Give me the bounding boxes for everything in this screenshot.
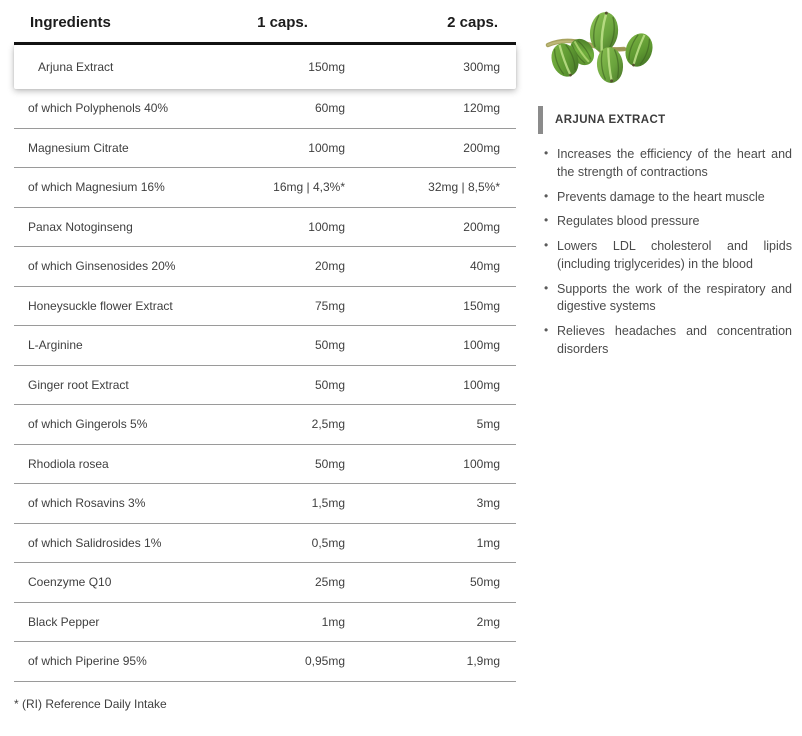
ingredient-name: Honeysuckle flower Extract	[28, 298, 173, 313]
arjuna-fruits-image	[544, 7, 662, 89]
ingredient-name: Ginger root Extract	[28, 377, 129, 392]
benefits-list	[538, 146, 792, 359]
section-heading	[538, 106, 792, 134]
amount-2caps: 1,9mg	[466, 654, 500, 669]
amount-2caps: 2mg	[476, 614, 500, 629]
amount-1caps: 50mg	[314, 338, 345, 353]
benefit-item	[538, 189, 792, 207]
benefit-text: Regulates blood pressure	[557, 214, 700, 229]
table-row	[14, 603, 516, 643]
amount-1caps: 0,5mg	[311, 535, 345, 550]
benefit-item	[538, 146, 792, 182]
bullet-icon: •	[544, 238, 549, 252]
bullet-icon: •	[544, 188, 549, 203]
amount-1caps: 0,95mg	[304, 654, 345, 669]
amount-2caps: 150mg	[463, 298, 500, 313]
amount-2caps: 5mg	[476, 417, 500, 432]
bullet-icon: •	[544, 280, 549, 295]
amount-1caps: 50mg	[314, 456, 345, 471]
ingredient-name: of which Gingerols 5%	[28, 417, 148, 432]
amount-2caps: 100mg	[463, 456, 500, 471]
reference-intake-note: * (RI) Reference Daily Intake	[14, 696, 167, 711]
amount-1caps: 50mg	[314, 377, 345, 392]
section-title: ARJUNA EXTRACT	[555, 114, 666, 126]
ingredient-name: of which Magnesium 16%	[28, 180, 165, 195]
table-row-highlight	[14, 45, 516, 89]
ingredient-name: Panax Notoginseng	[28, 219, 133, 234]
arjuna-info-panel	[538, 0, 792, 366]
table-row	[14, 366, 516, 406]
benefit-text: Prevents damage to the heart muscle	[557, 189, 765, 204]
amount-1caps: 25mg	[314, 575, 345, 590]
bullet-icon: •	[544, 323, 549, 337]
benefit-text: Increases the efficiency of the heart and the strength of contractions	[557, 147, 792, 179]
ingredient-name: of which Polyphenols 40%	[28, 101, 169, 116]
amount-2caps: 100mg	[463, 338, 500, 353]
benefit-item	[538, 238, 792, 274]
bullet-icon: •	[544, 146, 549, 160]
amount-1caps: 1,5mg	[311, 496, 345, 511]
amount-2caps: 100mg	[463, 377, 500, 392]
amount-1caps: 2,5mg	[311, 417, 345, 432]
table-row	[14, 524, 516, 564]
table-row	[14, 208, 516, 248]
amount-2caps: 120mg	[463, 101, 500, 116]
heading-accent-bar	[538, 106, 543, 134]
table-row	[14, 405, 516, 445]
benefit-text: Lowers LDL cholesterol and lipids (including triglycerides) in the blood	[557, 239, 792, 271]
amount-1caps: 100mg	[308, 219, 345, 234]
table-row	[14, 168, 516, 208]
table-row	[14, 642, 516, 682]
column-header-2caps: 2 caps.	[447, 13, 498, 31]
ingredient-name: Rhodiola rosea	[28, 456, 109, 471]
benefit-text: Supports the work of the respiratory and digestive systems	[557, 281, 792, 314]
amount-1caps: 1mg	[321, 614, 345, 629]
table-row	[14, 326, 516, 366]
amount-2caps: 200mg	[463, 219, 500, 234]
benefit-item	[538, 213, 792, 231]
table-row	[14, 89, 516, 129]
table-header-row	[14, 8, 516, 36]
ingredient-name: Magnesium Citrate	[28, 140, 129, 155]
table-row	[14, 247, 516, 287]
column-header-1caps: 1 caps.	[257, 13, 308, 31]
table-row	[14, 484, 516, 524]
amount-2caps: 32mg | 8,5%*	[428, 180, 500, 195]
ingredient-name: L-Arginine	[28, 338, 83, 353]
benefit-text: Relieves headaches and concentration disorders	[557, 324, 792, 356]
amount-2caps: 40mg	[469, 259, 500, 274]
ingredient-name: of which Ginsenosides 20%	[28, 259, 176, 274]
table-body	[14, 89, 516, 682]
ingredient-name: of which Piperine 95%	[28, 654, 147, 669]
table-row	[14, 563, 516, 603]
amount-2caps: 1mg	[476, 535, 500, 550]
amount-2caps: 50mg	[469, 575, 500, 590]
table-row	[14, 287, 516, 327]
benefit-item	[538, 323, 792, 359]
amount-1caps: 100mg	[308, 140, 345, 155]
ingredient-name: of which Rosavins 3%	[28, 496, 146, 511]
amount-1caps: 150mg	[308, 60, 345, 74]
table-row	[14, 129, 516, 169]
bullet-icon: •	[544, 213, 549, 228]
amount-2caps: 300mg	[463, 60, 500, 74]
amount-1caps: 75mg	[314, 298, 345, 313]
ingredient-name: Coenzyme Q10	[28, 575, 112, 590]
ingredient-name: Arjuna Extract	[38, 60, 114, 74]
table-row	[14, 445, 516, 485]
amount-2caps: 3mg	[476, 496, 500, 511]
ingredient-name: Black Pepper	[28, 614, 100, 629]
amount-1caps: 60mg	[314, 101, 345, 116]
ingredient-name: of which Salidrosides 1%	[28, 535, 162, 550]
ingredients-table	[14, 8, 516, 711]
column-header-ingredients: Ingredients	[30, 13, 111, 31]
benefit-item	[538, 281, 792, 317]
amount-2caps: 200mg	[463, 140, 500, 155]
amount-1caps: 16mg | 4,3%*	[273, 180, 345, 195]
amount-1caps: 20mg	[314, 259, 345, 274]
